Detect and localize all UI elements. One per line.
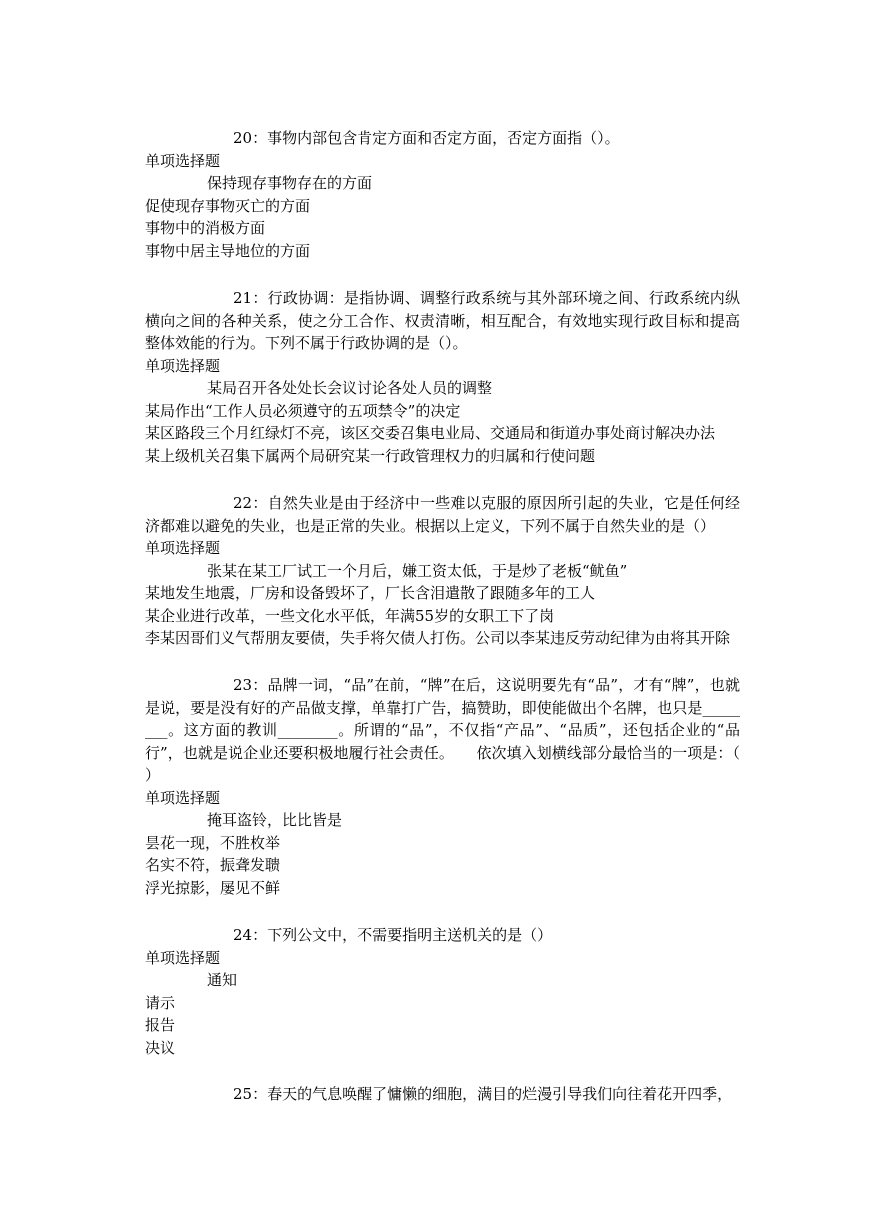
option-b: 某地发生地震，厂房和设备毁坏了，厂长含泪遣散了跟随多年的工人 xyxy=(145,584,596,602)
option-c: 事物中的消极方面 xyxy=(145,219,266,237)
option-d: 某上级机关召集下属两个局研究某一行政管理权力的归属和行使问题 xyxy=(145,446,596,465)
option-b: 昙花一现，不胜枚举 xyxy=(145,833,281,852)
option-b: 某局作出“工作人员必须遵守的五项禁令”的决定 xyxy=(145,401,461,420)
question-25 xyxy=(145,1083,740,1106)
question-stem: 23：品牌一词，“品”在前，“牌”在后，这说明要先有“品”，才有“牌”，也就是说，要是没有好的产品做支撑，单靠打广告，搞赞助，即使能做出个名牌，也只是________。这方面的教训________。所谓的“品”，不仅指“产品”、“品质”，还包括企业的“品行”，也就是说企业还要积极地履行社会责任。 依次填入划横线部分最恰当的一项是：（ ） xyxy=(145,676,740,784)
question-24 xyxy=(145,924,740,1059)
question-stem: 20：事物内部包含肯定方面和否定方面，否定方面指（）。 xyxy=(233,129,620,147)
option-d: 浮光掠影，屡见不鲜 xyxy=(145,878,281,897)
question-type: 单项选择题 xyxy=(145,539,221,557)
option-d: 李某因哥们义气帮朋友要债，失手将欠债人打伤。公司以李某违反劳动纪律为由将其开除 xyxy=(145,629,731,647)
question-stem: 22：自然失业是由于经济中一些难以克服的原因所引起的失业，它是任何经济都难以避免的失业，也是正常的失业。根据以上定义，下列不属于自然失业的是（） xyxy=(145,494,740,535)
question-22 xyxy=(145,492,740,650)
question-stem: 24：下列公文中，不需要指明主送机关的是（） xyxy=(233,926,553,944)
option-c: 名实不符，振聋发聩 xyxy=(145,856,281,874)
question-23 xyxy=(145,674,740,899)
option-a: 保持现存事物存在的方面 xyxy=(207,174,373,192)
option-d: 事物中居主导地位的方面 xyxy=(145,241,311,260)
option-a: 某局召开各处处长会议讨论各处人员的调整 xyxy=(207,379,493,397)
question-type: 单项选择题 xyxy=(145,948,221,967)
option-a: 掩耳盗铃，比比皆是 xyxy=(207,811,343,829)
question-type: 单项选择题 xyxy=(145,151,221,170)
option-c: 报告 xyxy=(145,1016,176,1034)
option-a: 张某在某工厂试工一个月后，嫌工资太低，于是炒了老板“鱿鱼” xyxy=(207,561,628,580)
question-type: 单项选择题 xyxy=(145,356,221,375)
option-a: 通知 xyxy=(207,971,238,989)
question-type: 单项选择题 xyxy=(145,788,221,807)
question-stem: 21：行政协调：是指协调、调整行政系统与其外部环境之间、行政系统内纵横向之间的各种关系，使之分工合作、权责清晰，相互配合，有效地实现行政目标和提高整体效能的行为。下列不属于行政协调的是（）。 xyxy=(145,289,740,352)
option-c: 某企业进行改革，一些文化水平低，年满55岁的女职工下了岗 xyxy=(145,606,555,625)
question-stem: 25：春天的气息唤醒了慵懒的细胞，满目的烂漫引导我们向往着花开四季， xyxy=(233,1085,733,1103)
option-c: 某区路段三个月红绿灯不亮，该区交委召集电业局、交通局和街道办事处商讨解决办法 xyxy=(145,424,716,442)
option-b: 请示 xyxy=(145,993,176,1012)
option-b: 促使现存事物灭亡的方面 xyxy=(145,196,311,215)
question-21 xyxy=(145,287,740,467)
question-20 xyxy=(145,127,740,262)
option-d: 决议 xyxy=(145,1038,176,1057)
